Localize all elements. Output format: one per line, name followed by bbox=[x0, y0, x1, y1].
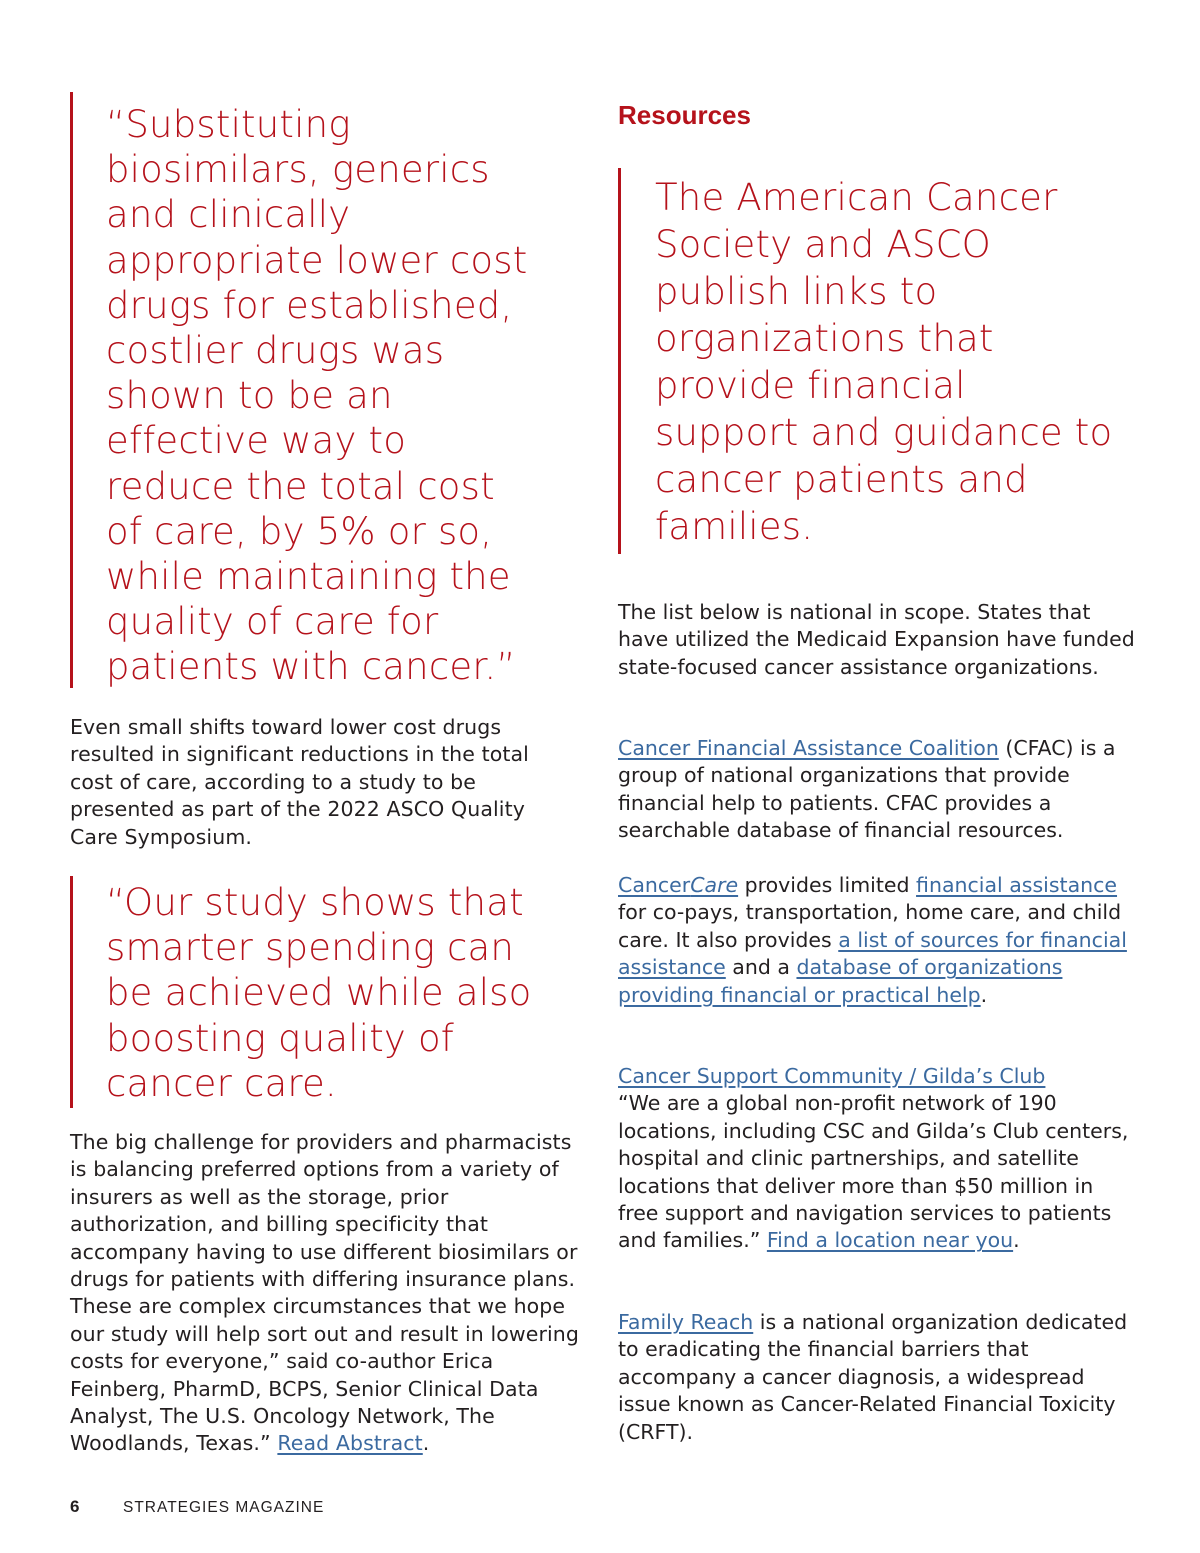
pull-quote-resources: The American Cancer Society and ASCO publish links to organizations that provide financial support and guidance to cancer patients and families. bbox=[618, 168, 1118, 554]
family-reach-link[interactable]: Family Reach bbox=[618, 1310, 754, 1334]
find-location-link[interactable]: Find a location near you bbox=[766, 1228, 1014, 1253]
financial-assistance-link[interactable]: financial assistance bbox=[916, 873, 1118, 897]
coauthor-quote-text: The big challenge for providers and pharmacists is balancing preferred options from a variety of insurers as well as the storage, prior authorization, and billing specificity that accompany having to use different biosimilars or drugs for patients with differing insurance plans. These are complex circumstances that we hope our study will help sort out and result in lowering costs for everyone,” said co-author Erica Feinberg, PharmD, BCPS, Senior Clinical Data Analyst, The U.S. Oncology Network, The Woodlands, Texas.” bbox=[70, 1130, 579, 1456]
csc-link[interactable]: Cancer Support Community / Gilda’s Club bbox=[618, 1064, 1046, 1088]
csc-period: . bbox=[1013, 1228, 1020, 1253]
cfac-text: (CFAC) is a group of national organizations that provide financial help to patients. CFAC provides a searchable database of financial resources. bbox=[618, 736, 1116, 843]
cfac-link[interactable]: Cancer Financial Assistance Coalition bbox=[618, 736, 999, 760]
cancercare-link-b: Care bbox=[690, 873, 739, 897]
cancercare-text-4: . bbox=[980, 982, 988, 1007]
paragraph-intro: The list below is national in scope. States that have utilized the Medicaid Expansion have funded state-focused cancer assistance organizations. bbox=[618, 600, 1135, 679]
paragraph-csc bbox=[618, 1063, 1138, 1255]
csc-text: “We are a global non-profit network of 190 locations, including CSC and Gilda’s Club centers, hospital and clinic partnerships, and satellite locations that deliver more than $50 million in free support and navigation services to patients and families.” bbox=[618, 1091, 1129, 1253]
paragraph-coauthor-quote bbox=[70, 1129, 590, 1458]
section-title-resources: Resources bbox=[618, 100, 751, 130]
paragraph-cfac bbox=[618, 735, 1138, 845]
read-abstract-link[interactable]: Read Abstract bbox=[277, 1431, 423, 1456]
pull-quote-2: “Our study shows that smarter spending can be achieved while also boosting quality of cancer care. bbox=[70, 876, 540, 1108]
cancercare-text-3: and a bbox=[725, 955, 797, 980]
magazine-name: STRATEGIES MAGAZINE bbox=[123, 1499, 325, 1516]
period: . bbox=[422, 1431, 430, 1456]
family-reach-text: is a national organization dedicated to eradicating the financial barriers that accompany a cancer diagnosis, a widespread issue known as Cancer-Related Financial Toxicity (CRFT). bbox=[618, 1310, 1128, 1444]
pull-quote-1: “Substituting biosimilars, generics and clinically appropriate lower cost drugs for established, costlier drugs was shown to be an effective way to reduce the total cost of care, by 5% or so, while maintaining the quality of care for patients with cancer.” bbox=[70, 92, 540, 688]
page-number: 6 bbox=[70, 1497, 80, 1516]
paragraph-study-summary: Even small shifts toward lower cost drugs resulted in significant reductions in the total cost of care, according to a study to be presented as part of the 2022 ASCO Quality Care Symposium. bbox=[70, 715, 529, 849]
cancercare-text-1: provides limited bbox=[738, 873, 917, 897]
page-footer bbox=[70, 1497, 325, 1517]
cancercare-text-2: for co-pays, transportation, home care, and child care. It also provides bbox=[618, 900, 1122, 952]
cancercare-link-a: Cancer bbox=[618, 873, 691, 897]
paragraph-cancercare bbox=[618, 872, 1138, 1009]
cancercare-link[interactable] bbox=[618, 873, 738, 897]
organizations-database-link[interactable]: database of organizations providing financial or practical help bbox=[618, 955, 1063, 1007]
paragraph-family-reach bbox=[618, 1309, 1138, 1446]
sources-list-link[interactable]: a list of sources for financial assistance bbox=[618, 927, 1127, 980]
